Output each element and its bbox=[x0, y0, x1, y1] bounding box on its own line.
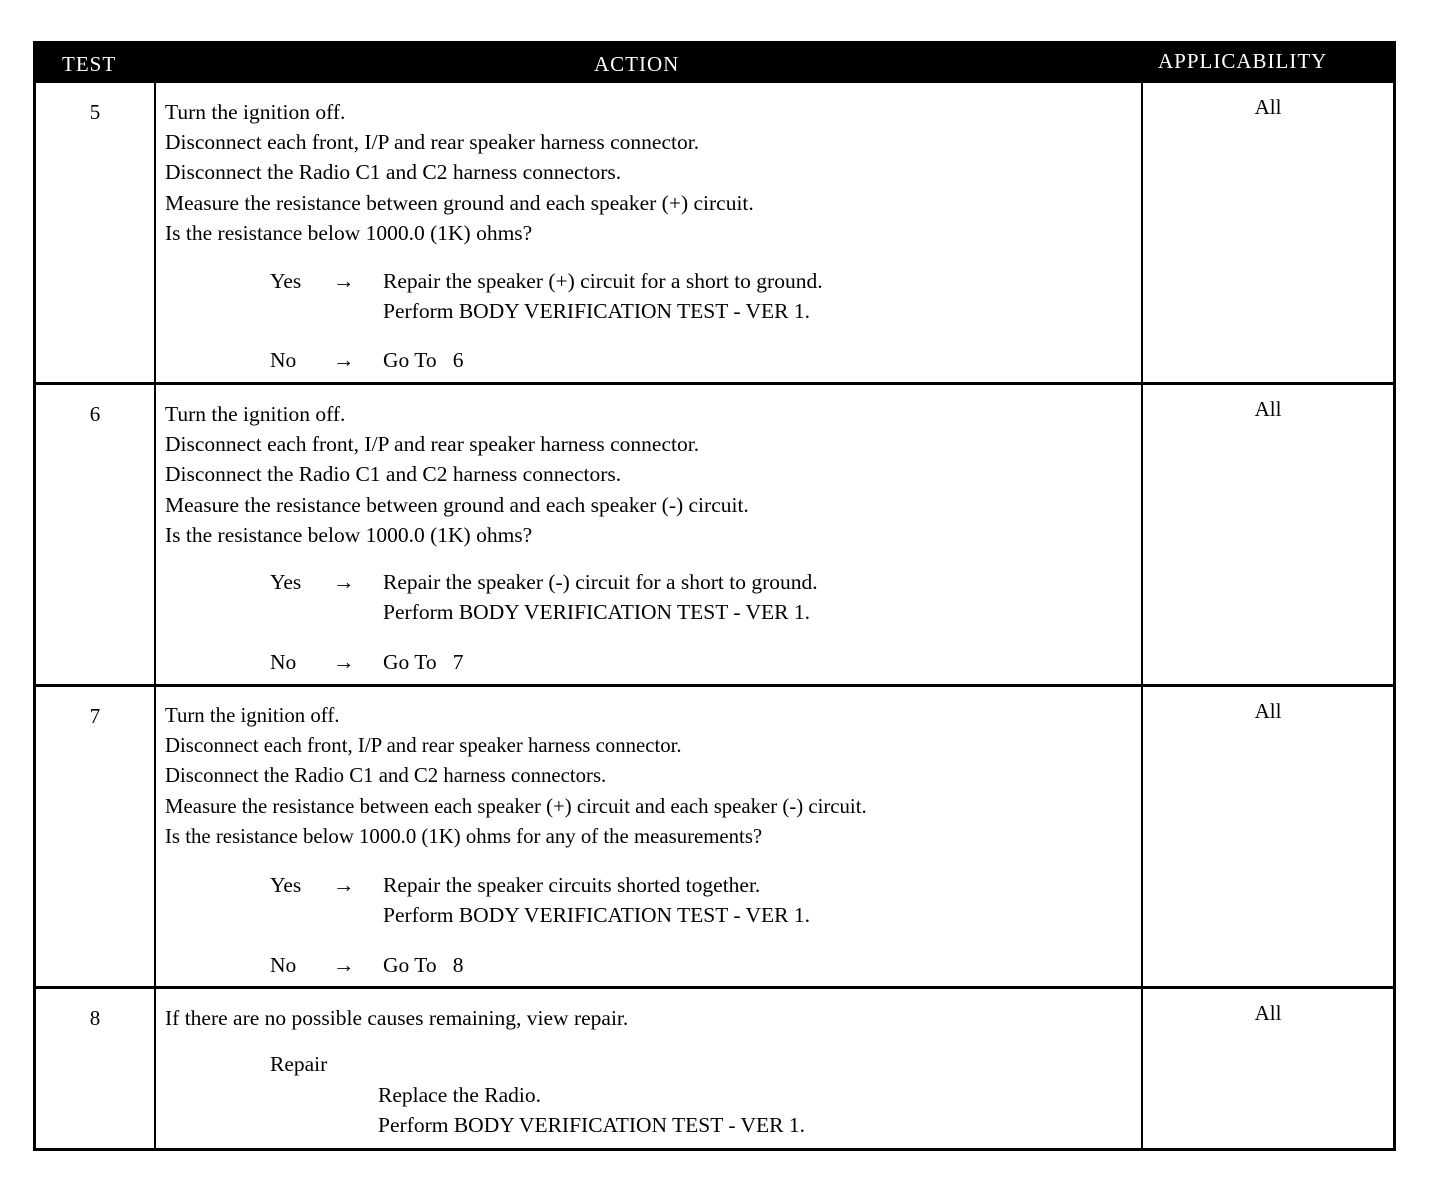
yes-label: Yes bbox=[270, 873, 302, 897]
step: Measure the resistance between each speaker (+) circuit and each speaker (-) circuit. bbox=[165, 794, 867, 818]
step: Disconnect the Radio C1 and C2 harness connectors. bbox=[165, 764, 607, 788]
yes-action bbox=[383, 870, 810, 930]
step: If there are no possible causes remaining, view repair. bbox=[165, 1006, 629, 1030]
table-row-test-6 bbox=[36, 385, 1393, 687]
step: Disconnect each front, I/P and rear speaker harness connector. bbox=[165, 432, 700, 457]
arrow-right-icon: → bbox=[333, 953, 355, 977]
no-action: Go To 6 bbox=[383, 348, 464, 372]
applicability: All bbox=[1254, 397, 1282, 421]
no-action: Go To 8 bbox=[383, 953, 464, 977]
header-action: ACTION bbox=[594, 52, 680, 76]
yes-action-line: Perform BODY VERIFICATION TEST - VER 1. bbox=[383, 299, 811, 323]
arrow-right-icon: → bbox=[333, 348, 355, 372]
yes-action-line: Perform BODY VERIFICATION TEST - VER 1. bbox=[383, 903, 811, 927]
header-test: TEST bbox=[62, 52, 117, 76]
yes-action-line: Repair the speaker circuits shorted together. bbox=[383, 873, 761, 897]
step: Is the resistance below 1000.0 (1K) ohms for any of the measurements? bbox=[165, 824, 763, 848]
table-row-test-5 bbox=[36, 83, 1393, 385]
yes-action-line: Perform BODY VERIFICATION TEST - VER 1. bbox=[383, 600, 811, 624]
applicability: All bbox=[1254, 1001, 1282, 1025]
step: Measure the resistance between ground and each speaker (+) circuit. bbox=[165, 190, 754, 215]
yes-action bbox=[383, 567, 818, 627]
repair-actions bbox=[378, 1080, 805, 1140]
no-label: No bbox=[270, 953, 297, 977]
repair-label: Repair bbox=[270, 1052, 328, 1076]
arrow-right-icon: → bbox=[333, 650, 355, 674]
step: Turn the ignition off. bbox=[165, 100, 346, 124]
yes-action bbox=[383, 266, 823, 326]
table-header bbox=[36, 44, 1393, 83]
yes-label: Yes bbox=[270, 269, 302, 293]
repair-action-line: Perform BODY VERIFICATION TEST - VER 1. bbox=[378, 1113, 806, 1137]
no-label: No bbox=[270, 650, 297, 674]
no-action: Go To 7 bbox=[383, 650, 464, 674]
yes-label: Yes bbox=[270, 570, 302, 594]
step: Disconnect the Radio C1 and C2 harness connectors. bbox=[165, 160, 622, 185]
yes-action-line: Repair the speaker (-) circuit for a short to ground. bbox=[383, 570, 818, 594]
step: Disconnect the Radio C1 and C2 harness connectors. bbox=[165, 462, 622, 487]
applicability: All bbox=[1254, 95, 1282, 119]
diagnostic-table bbox=[33, 41, 1396, 1151]
arrow-right-icon: → bbox=[333, 269, 355, 293]
action-steps bbox=[165, 1003, 628, 1033]
step: Measure the resistance between ground and each speaker (-) circuit. bbox=[165, 492, 749, 517]
step: Turn the ignition off. bbox=[165, 704, 340, 727]
repair-action-line: Replace the Radio. bbox=[378, 1083, 541, 1107]
applicability: All bbox=[1254, 699, 1282, 723]
table-row-test-8 bbox=[36, 989, 1393, 1148]
yes-action-line: Repair the speaker (+) circuit for a short to ground. bbox=[383, 269, 823, 293]
header-applicability: APPLICABILITY bbox=[1158, 49, 1328, 73]
action-steps bbox=[165, 701, 867, 852]
step: Turn the ignition off. bbox=[165, 402, 346, 426]
test-number: 5 bbox=[89, 100, 101, 124]
test-number: 8 bbox=[89, 1006, 101, 1030]
step: Disconnect each front, I/P and rear speaker harness connector. bbox=[165, 734, 682, 758]
no-label: No bbox=[270, 348, 297, 372]
action-steps bbox=[165, 399, 749, 550]
step: Is the resistance below 1000.0 (1K) ohms? bbox=[165, 220, 533, 245]
arrow-right-icon: → bbox=[333, 873, 355, 897]
step: Is the resistance below 1000.0 (1K) ohms? bbox=[165, 522, 533, 547]
step: Disconnect each front, I/P and rear speaker harness connector. bbox=[165, 130, 700, 155]
table-row-test-7 bbox=[36, 687, 1393, 989]
test-number: 7 bbox=[89, 704, 101, 728]
arrow-right-icon: → bbox=[333, 570, 355, 594]
test-number: 6 bbox=[89, 402, 101, 426]
action-steps bbox=[165, 97, 754, 248]
